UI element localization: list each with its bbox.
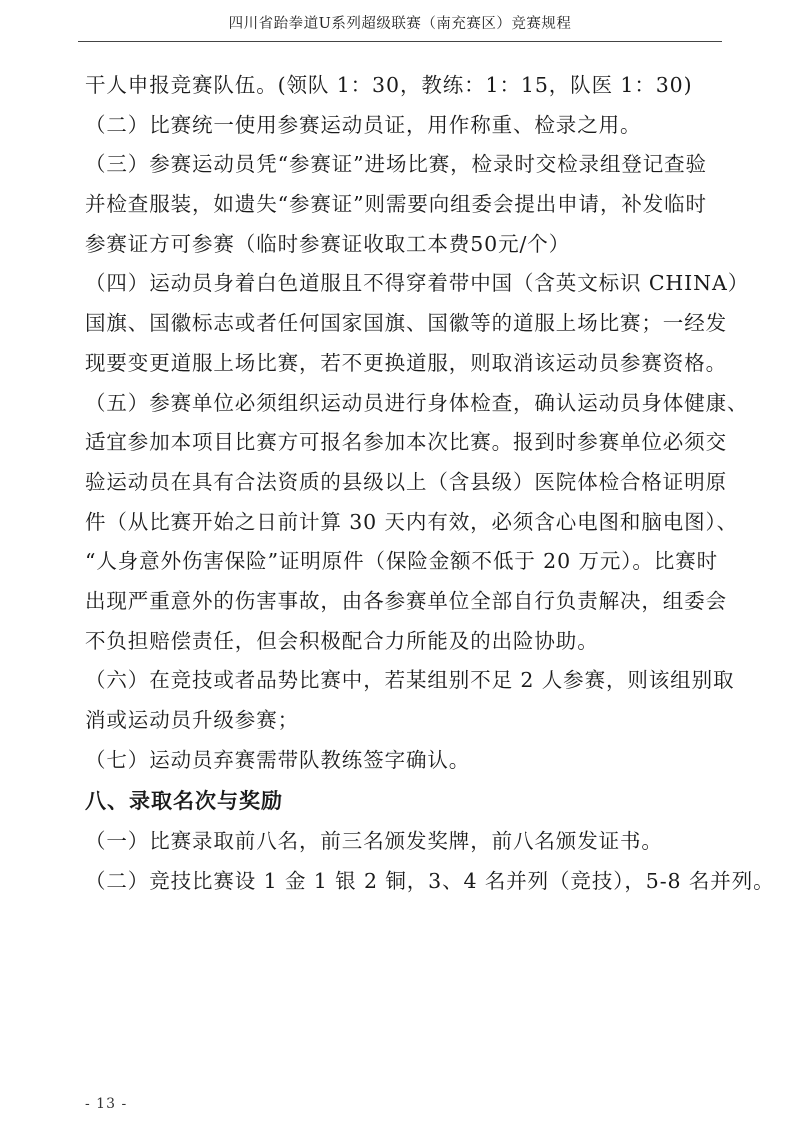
body-line: 不负担赔偿责任，但会积极配合力所能及的出险协助。 — [85, 628, 599, 653]
body-line: （七）运动员弃赛需带队教练签字确认。 — [85, 747, 471, 772]
body-line: 并检查服装，如遗失“参赛证”则需要向组委会提出申请，补发临时 — [85, 192, 707, 217]
body-line: “人身意外伤害保险”证明原件（保险金额不低于 20 万元）。比赛时 — [85, 549, 719, 574]
body-line: 件（从比赛开始之日前计算 30 天内有效，必须含心电图和脑电图）、 — [85, 509, 739, 534]
body-line: （三）参赛运动员凭“参赛证”进场比赛，检录时交检录组登记查验 — [85, 152, 707, 177]
body-text — [85, 66, 775, 902]
body-line: （四）运动员身着白色道服且不得穿着带中国（含英文标识 CHINA） — [85, 271, 750, 296]
body-line: 国旗、国徽标志或者任何国家国旗、国徽等的道服上场比赛；一经发 — [85, 311, 727, 336]
page-header-title: 四川省跆拳道U系列超级联赛（南充赛区）竞赛规程 — [228, 16, 572, 32]
header-divider — [78, 41, 722, 42]
body-line: 验运动员在具有合法资质的县级以上（含县级）医院体检合格证明原 — [85, 469, 727, 494]
body-line: 消或运动员升级参赛； — [85, 708, 299, 732]
body-line: 适宜参加本项目比赛方可报名参加本次比赛。报到时参赛单位必须交 — [85, 430, 727, 455]
body-line: （六）在竞技或者品势比赛中，若某组别不足 2 人参赛，则该组别取 — [85, 668, 735, 693]
body-line: 干人申报竞赛队伍。(领队 1：30，教练：1：15，队医 1：30) — [85, 73, 693, 97]
section-heading: 八、录取名次与奖励 — [85, 789, 283, 814]
body-line: 参赛证方可参赛（临时参赛证收取工本费50元/个） — [85, 231, 571, 256]
body-line: 现要变更道服上场比赛，若不更换道服，则取消该运动员参赛资格。 — [85, 350, 727, 375]
body-line: 出现严重意外的伤害事故，由各参赛单位全部自行负责解决，组委会 — [85, 588, 727, 613]
body-line: （一）比赛录取前八名，前三名颁发奖牌，前八名颁发证书。 — [85, 829, 663, 854]
body-line: （二）比赛统一使用参赛运动员证，用作称重、检录之用。 — [85, 112, 642, 137]
body-line: （二）竞技比赛设 1 金 1 银 2 铜，3、4 名并列（竞技），5-8 名并列。 — [85, 869, 775, 894]
body-line: （五）参赛单位必须组织运动员进行身体检查，确认运动员身体健康、 — [85, 390, 749, 415]
page-number: - 13 - — [85, 1096, 128, 1112]
